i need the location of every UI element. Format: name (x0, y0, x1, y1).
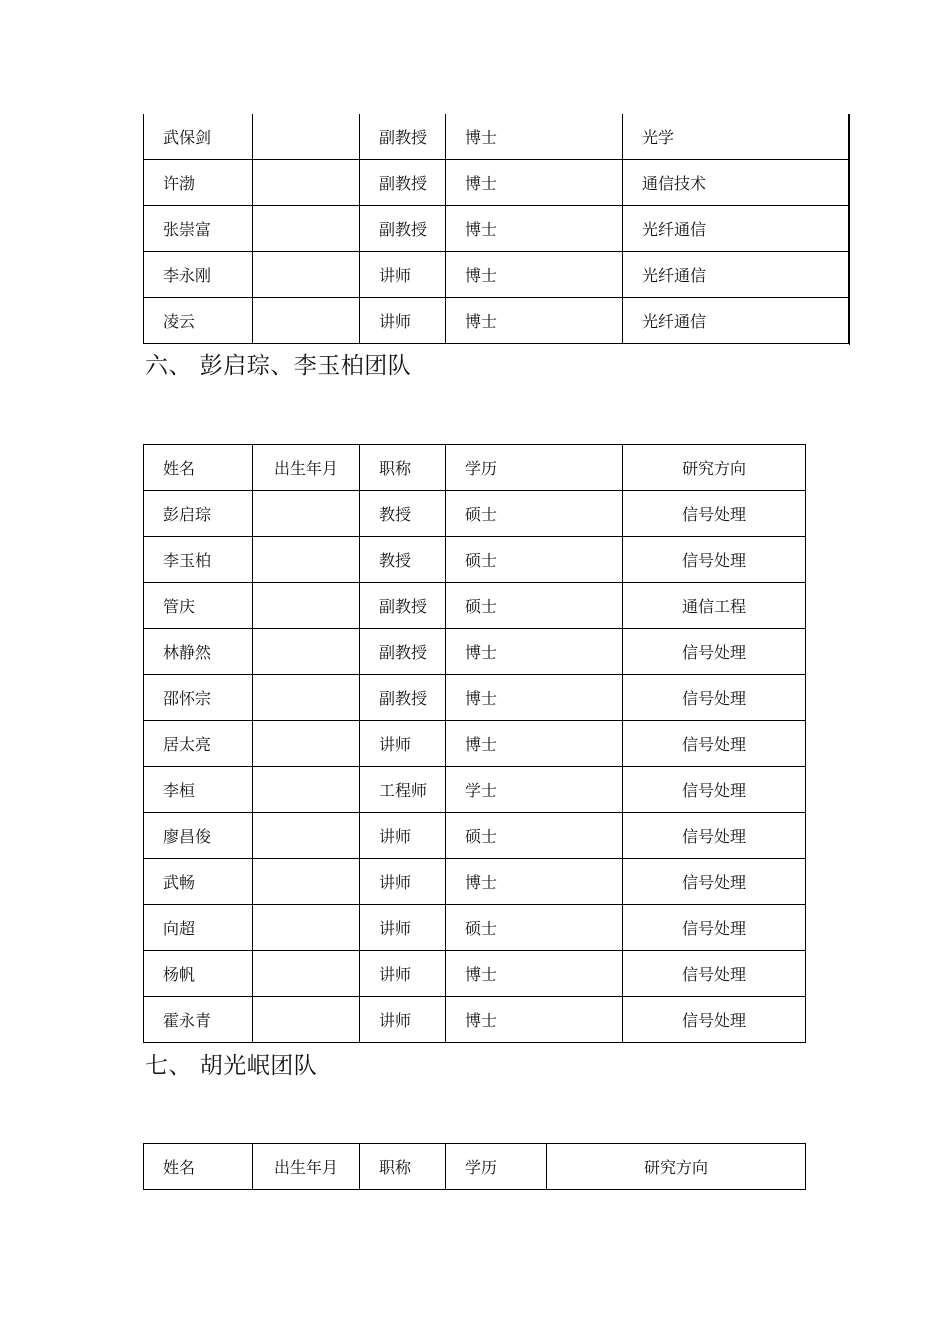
birth-cell (253, 951, 360, 997)
name-cell: 武畅 (144, 859, 253, 905)
research-cell: 信号处理 (623, 859, 806, 905)
table-row (144, 675, 806, 721)
table-row (144, 160, 849, 206)
table-body (144, 491, 806, 1043)
name-cell: 凌云 (144, 298, 253, 344)
table-row (144, 997, 806, 1043)
name-cell: 姓名 (144, 445, 253, 491)
table-row (144, 721, 806, 767)
table-header (144, 445, 806, 491)
research-cell: 信号处理 (623, 905, 806, 951)
name-cell: 武保剑 (144, 114, 253, 160)
table-row (144, 114, 849, 160)
degree-cell: 硕士 (446, 491, 623, 537)
name-cell: 管庆 (144, 583, 253, 629)
table-row (144, 813, 806, 859)
name-cell: 姓名 (144, 1144, 253, 1190)
table-row (144, 951, 806, 997)
degree-cell: 博士 (446, 997, 623, 1043)
title-cell: 讲师 (360, 298, 446, 344)
name-cell: 张崇富 (144, 206, 253, 252)
degree-cell: 博士 (446, 114, 623, 160)
name-cell: 廖昌俊 (144, 813, 253, 859)
table-row (144, 537, 806, 583)
name-cell: 李桓 (144, 767, 253, 813)
title-cell: 副教授 (360, 114, 446, 160)
degree-cell: 博士 (446, 951, 623, 997)
birth-cell (253, 298, 360, 344)
research-cell: 光纤通信 (623, 252, 849, 298)
birth-cell (253, 675, 360, 721)
name-cell: 彭启琮 (144, 491, 253, 537)
table-row (144, 767, 806, 813)
birth-cell (253, 767, 360, 813)
research-cell: 通信技术 (623, 160, 849, 206)
research-cell: 信号处理 (623, 721, 806, 767)
title-cell: 职称 (360, 1144, 446, 1190)
name-cell: 霍永青 (144, 997, 253, 1043)
degree-cell: 博士 (446, 629, 623, 675)
research-cell: 通信工程 (623, 583, 806, 629)
section-6-faculty-table (143, 444, 806, 1043)
research-cell: 光纤通信 (623, 298, 849, 344)
title-cell: 讲师 (360, 859, 446, 905)
title-cell: 讲师 (360, 905, 446, 951)
title-cell: 讲师 (360, 721, 446, 767)
table-row (144, 206, 849, 252)
header-row (144, 1144, 806, 1190)
name-cell: 李永刚 (144, 252, 253, 298)
faculty-table-continued (143, 114, 849, 344)
birth-cell (253, 114, 360, 160)
name-cell: 邵怀宗 (144, 675, 253, 721)
research-cell: 研究方向 (623, 445, 806, 491)
degree-cell: 硕士 (446, 813, 623, 859)
research-cell: 信号处理 (623, 491, 806, 537)
title-cell: 讲师 (360, 252, 446, 298)
birth-cell (253, 537, 360, 583)
degree-cell: 博士 (446, 252, 623, 298)
table-row (144, 629, 806, 675)
table-border-line (849, 114, 850, 345)
degree-cell: 博士 (446, 160, 623, 206)
birth-cell: 出生年月 (253, 445, 360, 491)
table-body (144, 114, 849, 344)
research-cell: 信号处理 (623, 997, 806, 1043)
name-cell: 居太亮 (144, 721, 253, 767)
table-row (144, 491, 806, 537)
name-cell: 向超 (144, 905, 253, 951)
research-cell: 研究方向 (547, 1144, 806, 1190)
research-cell: 信号处理 (623, 675, 806, 721)
degree-cell: 博士 (446, 298, 623, 344)
degree-cell: 博士 (446, 206, 623, 252)
table-row (144, 583, 806, 629)
birth-cell: 出生年月 (253, 1144, 360, 1190)
name-cell: 杨帆 (144, 951, 253, 997)
title-cell: 教授 (360, 491, 446, 537)
title-cell: 副教授 (360, 206, 446, 252)
research-cell: 光学 (623, 114, 849, 160)
section-7-faculty-table (143, 1143, 806, 1190)
research-cell: 光纤通信 (623, 206, 849, 252)
research-cell: 信号处理 (623, 767, 806, 813)
birth-cell (253, 491, 360, 537)
table-row (144, 905, 806, 951)
title-cell: 副教授 (360, 629, 446, 675)
birth-cell (253, 997, 360, 1043)
section-6-heading: 六、 彭启琮、李玉柏团队 (145, 353, 412, 379)
degree-cell: 学历 (446, 1144, 547, 1190)
birth-cell (253, 583, 360, 629)
title-cell: 工程师 (360, 767, 446, 813)
title-cell: 教授 (360, 537, 446, 583)
research-cell: 信号处理 (623, 629, 806, 675)
table-row (144, 859, 806, 905)
title-cell: 副教授 (360, 675, 446, 721)
degree-cell: 学历 (446, 445, 623, 491)
birth-cell (253, 813, 360, 859)
research-cell: 信号处理 (623, 537, 806, 583)
title-cell: 职称 (360, 445, 446, 491)
degree-cell: 博士 (446, 675, 623, 721)
degree-cell: 硕士 (446, 537, 623, 583)
birth-cell (253, 252, 360, 298)
header-row (144, 445, 806, 491)
birth-cell (253, 859, 360, 905)
title-cell: 副教授 (360, 160, 446, 206)
birth-cell (253, 721, 360, 767)
birth-cell (253, 905, 360, 951)
title-cell: 讲师 (360, 997, 446, 1043)
degree-cell: 博士 (446, 859, 623, 905)
research-cell: 信号处理 (623, 813, 806, 859)
name-cell: 李玉柏 (144, 537, 253, 583)
table-row (144, 298, 849, 344)
table-header (144, 1144, 806, 1190)
degree-cell: 博士 (446, 721, 623, 767)
research-cell: 信号处理 (623, 951, 806, 997)
title-cell: 副教授 (360, 583, 446, 629)
title-cell: 讲师 (360, 951, 446, 997)
degree-cell: 学士 (446, 767, 623, 813)
birth-cell (253, 629, 360, 675)
table-row (144, 252, 849, 298)
degree-cell: 硕士 (446, 583, 623, 629)
degree-cell: 硕士 (446, 905, 623, 951)
name-cell: 许渤 (144, 160, 253, 206)
birth-cell (253, 160, 360, 206)
birth-cell (253, 206, 360, 252)
name-cell: 林静然 (144, 629, 253, 675)
title-cell: 讲师 (360, 813, 446, 859)
section-7-heading: 七、 胡光岷团队 (145, 1053, 318, 1079)
